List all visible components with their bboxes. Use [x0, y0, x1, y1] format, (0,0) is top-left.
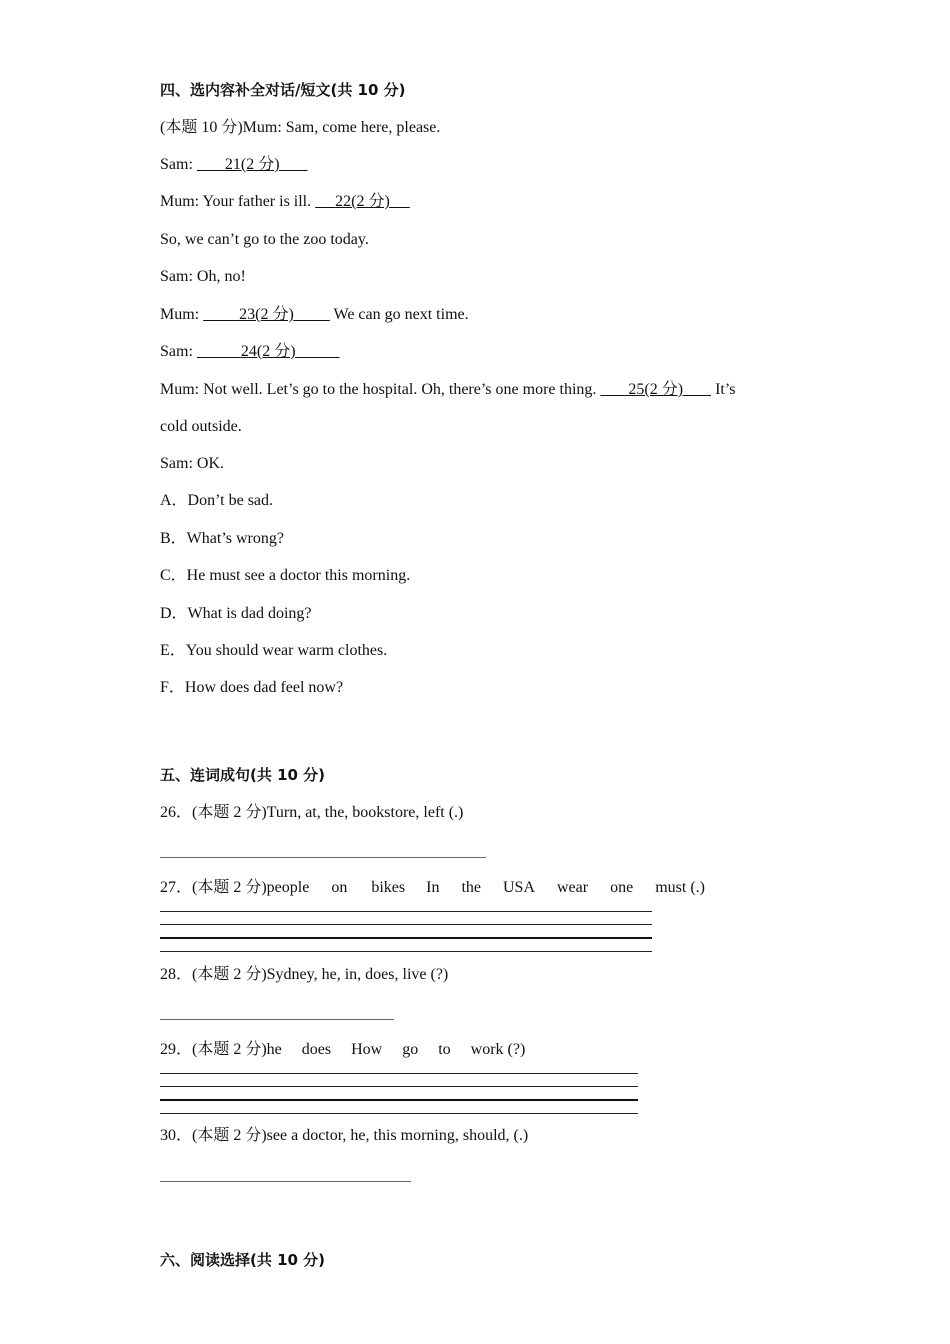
dialogue-line-3: Mum: Your father is ill. 22(2 分)	[160, 192, 410, 212]
blank-24[interactable]: 24(2 分)	[240, 343, 296, 360]
section4-heading: 四、选内容补全对话/短文(共 10 分)	[160, 81, 406, 99]
answer-line-28[interactable]	[160, 1019, 394, 1020]
section5-heading: 五、连词成句(共 10 分)	[160, 766, 326, 784]
dialogue-line-10: Sam: OK.	[160, 455, 224, 472]
blank-25[interactable]: 25(2 分)	[628, 381, 684, 398]
option-a: A．Don’t be sad.	[160, 492, 274, 509]
answer-lines-27[interactable]	[160, 911, 652, 964]
question-27: 27．(本题 2 分)people on bikes In the USA wear one must (.)	[160, 879, 705, 896]
dialogue-line-9: cold outside.	[160, 418, 242, 435]
blank-22[interactable]: 22(2 分)	[335, 193, 390, 210]
answer-line-26[interactable]	[160, 857, 486, 858]
option-d: D．What is dad doing?	[160, 605, 312, 622]
dialogue-line-5: Sam: Oh, no!	[160, 268, 246, 285]
option-b: B．What’s wrong?	[160, 530, 284, 547]
question-29: 29．(本题 2 分)he does How go to work (?)	[160, 1041, 526, 1058]
dialogue-line-2: Sam: 21(2 分)	[160, 155, 308, 175]
option-e: E．You should wear warm clothes.	[160, 642, 388, 659]
blank-21[interactable]: 21(2 分)	[224, 156, 280, 173]
question-26: 26．(本题 2 分)Turn, at, the, bookstore, left (.)	[160, 804, 464, 821]
section6-heading: 六、阅读选择(共 10 分)	[160, 1251, 326, 1269]
option-c: C．He must see a doctor this morning.	[160, 567, 411, 584]
dialogue-line-8: Mum: Not well. Let’s go to the hospital. Oh, there’s one more thing. 25(2 分) It’s	[160, 381, 736, 398]
dialogue-line-7: Sam: 24(2 分)	[160, 342, 340, 362]
question-30: 30．(本题 2 分)see a doctor, he, this morning, should, (.)	[160, 1127, 529, 1144]
blank-23[interactable]: 23(2 分)	[239, 306, 294, 323]
dialogue-line-1: (本题 10 分)Mum: Sam, come here, please.	[160, 119, 441, 136]
dialogue-line-4: So, we can’t go to the zoo today.	[160, 231, 369, 248]
question-28: 28．(本题 2 分)Sydney, he, in, does, live (?)	[160, 966, 449, 983]
answer-lines-29[interactable]	[160, 1073, 638, 1126]
dialogue-line-6: Mum: 23(2 分) We can go next time.	[160, 306, 469, 323]
answer-line-30[interactable]	[160, 1181, 411, 1182]
option-f: F．How does dad feel now?	[160, 679, 344, 696]
